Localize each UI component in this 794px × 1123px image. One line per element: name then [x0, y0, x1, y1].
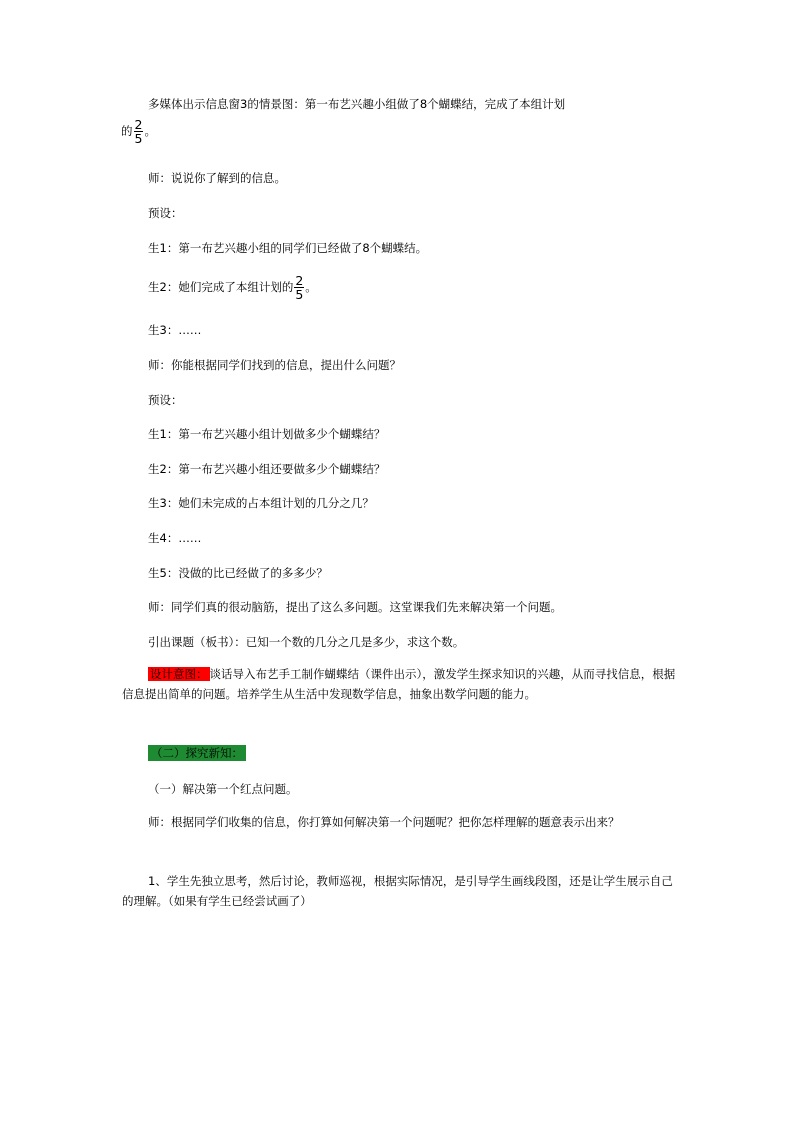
- fraction-two-fifths: [134, 118, 144, 145]
- step-1-paragraph: [122, 871, 682, 911]
- design-intent-text: 谈话导入布艺手工制作蝴蝶结（课件出示），激发学生探求知识的兴趣，从而寻找信息，根据信息提出简单的问题。培养学生从生活中发现数学信息，抽象出数学问题的能力。: [122, 667, 676, 701]
- intro-tail-prefix: 的: [121, 124, 133, 138]
- teacher-line-3: 师：同学们真的很动脑筋，提出了这么多问题。这堂课我们先来解决第一个问题。: [148, 600, 562, 614]
- intro-paragraph-line2: [121, 118, 156, 145]
- student-question-2: 生2：第一布艺兴趣小组还要做多少个蝴蝶结？: [148, 462, 386, 476]
- preset-label-2: 预设：: [148, 393, 183, 407]
- design-intent-label: 设计意图：: [150, 667, 208, 681]
- student-question-4: 生4：……: [148, 531, 202, 545]
- lesson-topic-line: 引出课题（板书）：已知一个数的几分之几是多少，求这个数。: [148, 635, 465, 649]
- teacher-line-4: [122, 812, 682, 832]
- student-question-5: 生5：没做的比已经做了的多多少？: [148, 566, 328, 580]
- teacher-line-4-text: 师：根据同学们收集的信息，你打算如何解决第一个问题呢？把你怎样理解的题意表示出来？: [148, 815, 620, 829]
- intro-paragraph-text: 多媒体出示信息窗3的情景图：第一布艺兴趣小组做了8个蝴蝶结，完成了本组计划: [148, 97, 566, 111]
- student-answer-1-1: 生1：第一布艺兴趣小组的同学们已经做了8个蝴蝶结。: [148, 241, 428, 255]
- student-question-3: 生3：她们未完成的占本组计划的几分之几？: [148, 496, 374, 510]
- fraction-denominator: 5: [295, 287, 304, 302]
- student-answer-1-2-text: 生2：她们完成了本组计划的: [148, 280, 294, 294]
- student-answer-1-2: [148, 274, 317, 301]
- student-question-1: 生1：第一布艺兴趣小组计划做多少个蝴蝶结？: [148, 427, 386, 441]
- teacher-line-1: 师：说说你了解到的信息。: [148, 171, 286, 185]
- section-heading-explore: [148, 745, 246, 761]
- fraction-numerator: 2: [295, 273, 304, 288]
- student-answer-1-2-suffix: 。: [305, 280, 317, 294]
- fraction-numerator: 2: [134, 117, 143, 132]
- preset-label-1: 预设：: [148, 206, 183, 220]
- fraction-denominator: 5: [134, 131, 143, 146]
- student-answer-1-3: 生3：……: [148, 323, 202, 337]
- design-intent-paragraph: [122, 664, 682, 704]
- intro-tail-suffix: 。: [144, 124, 156, 138]
- fraction-two-fifths-2: [294, 274, 304, 301]
- step-1-text: 1、学生先独立思考，然后讨论，教师巡视，根据实际情况，是引导学生画线段图，还是让学生展示自己的理解。（如果有学生已经尝试画了）: [122, 874, 673, 908]
- section-heading-label: （二）探究新知：: [148, 745, 246, 761]
- intro-paragraph-line1: [148, 96, 565, 112]
- teacher-line-2: 师：你能根据同学们找到的信息，提出什么问题？: [148, 358, 401, 372]
- subsection-heading-1: （一）解决第一个红点问题。: [148, 782, 298, 796]
